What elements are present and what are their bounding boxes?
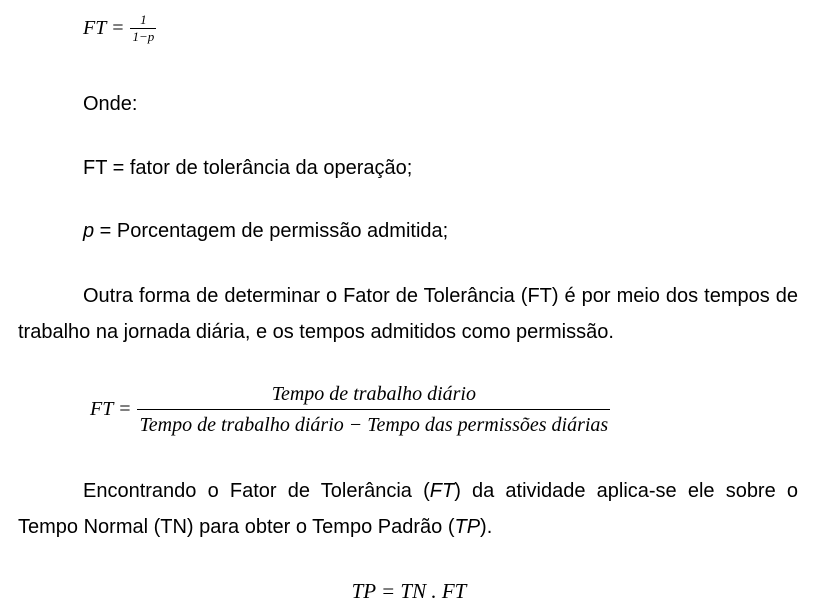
formula-tp: TP = TN . FT xyxy=(351,579,467,603)
formula-ft-basic-lhs: FT = xyxy=(83,17,125,39)
p-definition xyxy=(83,219,448,243)
onde-label: Onde: xyxy=(83,93,138,115)
formula-ft-workday-numerator: Tempo de trabalho diário xyxy=(271,383,476,405)
formula-ft-workday-denominator: Tempo de trabalho diário − Tempo das permissões diárias xyxy=(139,414,609,436)
ft-italic: FT xyxy=(429,480,455,502)
formula-ft-basic-fraction xyxy=(130,12,156,45)
paragraph-standard-time-part3: ). xyxy=(480,516,493,538)
p-symbol: p xyxy=(83,220,95,242)
paragraph-standard-time xyxy=(18,473,798,545)
p-definition-text: = Porcentagem de permissão admitida; xyxy=(94,220,449,242)
ft-definition: FT = fator de tolerância da operação; xyxy=(83,157,413,179)
formula-ft-basic-numerator: 1 xyxy=(140,12,147,27)
tp-italic: TP xyxy=(454,516,481,538)
paragraph-alternative-method: Outra forma de determinar o Fator de Tolerância (FT) é por meio dos tempos de trabalho na jornada diária, e os tempos admitidos como permissão. xyxy=(18,285,798,343)
formula-ft-workday-fraction xyxy=(137,382,610,437)
formula-ft-workday xyxy=(90,382,610,437)
paragraph-standard-time-part2: ) da atividade aplica-se ele sobre o Tempo Normal (TN) para obter o Tempo Padrão ( xyxy=(18,480,799,538)
formula-ft-basic xyxy=(83,12,156,45)
paragraph-standard-time-part1: Encontrando o Fator de Tolerância ( xyxy=(83,480,430,502)
formula-ft-workday-lhs: FT = xyxy=(90,398,132,420)
formula-ft-basic-denominator: 1−p xyxy=(132,29,155,44)
